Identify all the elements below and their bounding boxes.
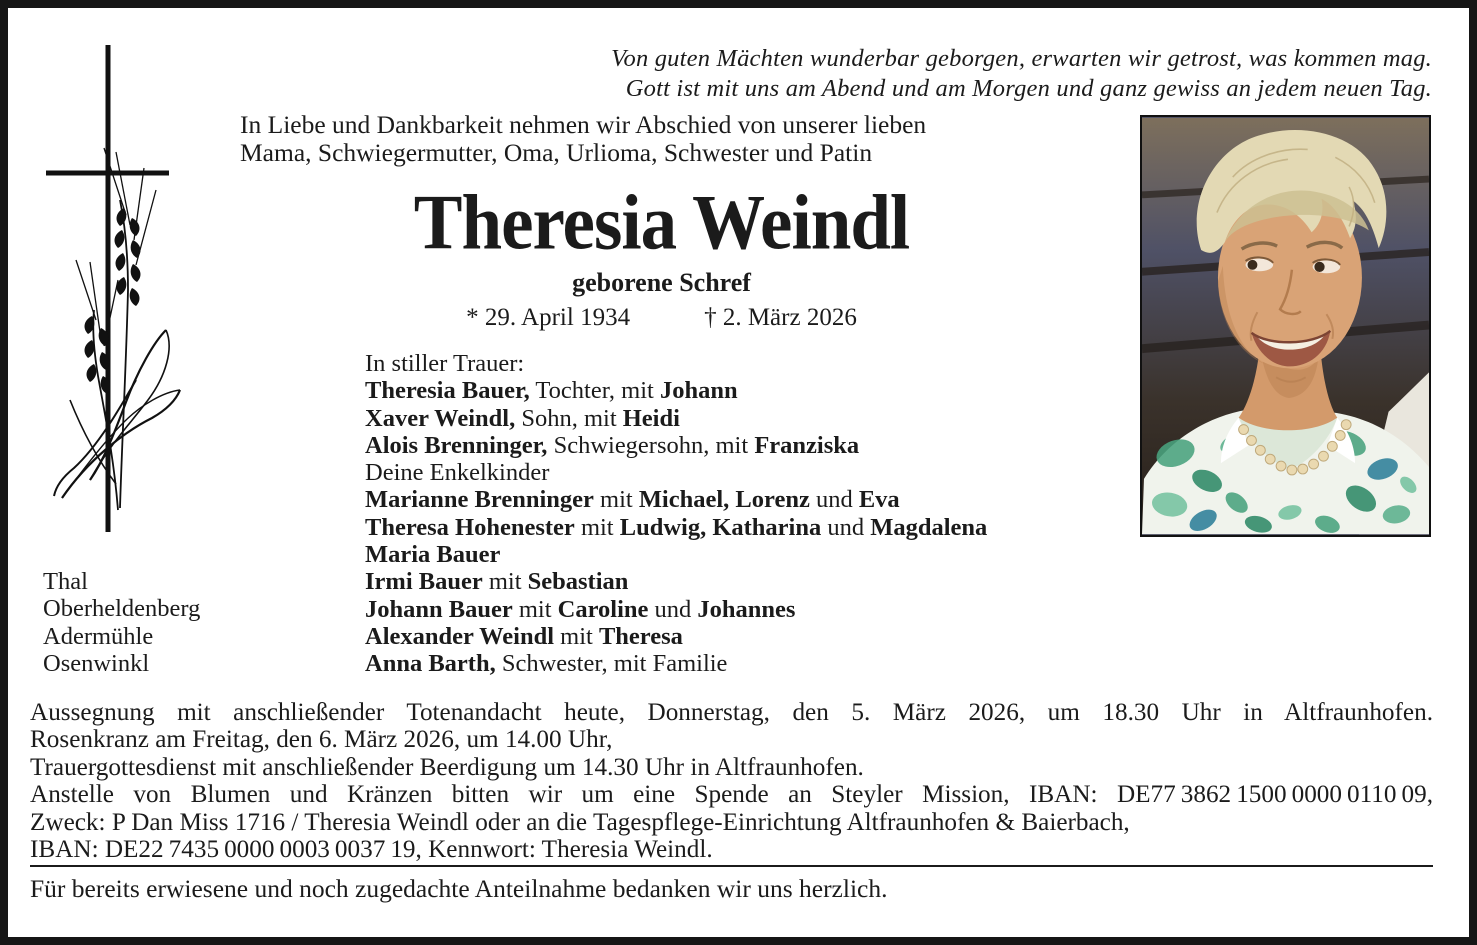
place-label: Thal [43,568,88,595]
funeral-line: Rosenkranz am Freitag, den 6. März 2026, um 14.00 Uhr, [30,726,613,754]
mourning-segment: Alois Brenninger, [365,431,548,459]
mourning-segment: mit [482,568,528,596]
mourning-section [365,350,987,678]
funeral-details [30,699,1433,863]
mourning-segment: Magdalena [870,513,988,541]
mourning-entry [365,568,987,595]
mourning-entry [365,432,987,459]
verse-line-1: Von guten Mächten wunderbar geborgen, erwarten wir getrost, was kommen mag. [611,45,1432,72]
portrait-photo [1140,115,1431,537]
mourning-segment: Johann [659,377,738,405]
mourning-entry [365,596,987,623]
funeral-line: Aussegnung mit anschließender Totenandacht heute, Donnerstag, den 5. März 2026, um 18.30 Uhr in Altfraunhofen. [30,699,1433,726]
mourning-segment: Johannes [697,595,796,623]
mourning-entry [365,486,987,513]
intro-text [240,111,926,166]
mourning-segment: Alexander Weindl [365,622,555,650]
mourning-list [365,377,987,677]
life-dates [240,304,1083,332]
mourning-entry [365,405,987,432]
place-label: Adermühle [43,622,154,650]
mourning-segment: mit [574,513,620,541]
mourning-segment: Heidi [622,404,680,432]
mourning-segment: Schwester, mit Familie [495,650,728,678]
cross-icon [46,45,169,532]
mourning-entry [365,377,987,404]
deceased-name: Theresia Weindl [413,178,910,266]
wheat-icon [54,148,180,510]
mourning-segment: Schwiegersohn, mit [547,431,755,459]
places-list [43,568,200,677]
funeral-line: IBAN: DE22 7435 0000 0003 0037 19, Kennwort: Theresia Weindl. [30,836,713,864]
mourning-segment: und [809,486,859,514]
mourning-segment: Tochter, mit [529,377,660,405]
mourning-entry [365,541,987,568]
mourning-segment: Ludwig, Katharina [619,513,822,541]
funeral-line: Trauergottesdienst mit anschließender Beerdigung um 14.30 Uhr in Altfraunhofen. [30,753,864,781]
mourning-segment: Franziska [754,431,860,459]
opening-verse [611,44,1432,104]
mourning-entry [365,459,987,486]
intro-line-1: In Liebe und Dankbarkeit nehmen wir Abschied von unserer lieben [240,110,927,139]
mourning-segment: Anna Barth, [365,650,496,678]
mourning-segment: Michael, Lorenz [638,486,810,514]
mourning-entry [365,623,987,650]
mourning-segment: Theresa [598,622,683,650]
verse-line-2: Gott ist mit uns am Abend und am Morgen und ganz gewiss an jedem neuen Tag. [625,75,1432,102]
maiden-name: geborene Schref [572,268,751,297]
mourning-segment: und [648,595,698,623]
mourning-segment: Marianne Brenninger [365,486,594,514]
place-label: Osenwinkl [43,649,150,677]
mourning-segment: Irmi Bauer [365,568,483,596]
name-block [240,176,1083,266]
mourning-segment: Sebastian [527,568,629,596]
mourning-segment: mit [512,595,558,623]
mourning-segment: und [821,513,871,541]
intro-line-2: Mama, Schwiegermutter, Oma, Urlioma, Schwester und Patin [240,137,873,167]
mourning-entry [365,514,987,541]
mourning-segment: mit [593,486,639,514]
funeral-line: Zweck: P Dan Miss 1716 / Theresia Weindl oder an die Tagespflege-Einrichtung Altfraunhofen & Baierbach, [30,808,1130,836]
wheat-grains [85,208,141,394]
mourning-header: In stiller Trauer: [365,350,525,377]
mourning-segment: mit [554,622,599,650]
mourning-segment: Maria Bauer [365,541,501,569]
divider-line [30,865,1433,867]
mourning-entry [365,650,987,677]
mourning-segment: Eva [858,486,900,514]
funeral-line: Anstelle von Blumen und Kränzen bitten wir um eine Spende an Steyler Mission, IBAN: DE77 3862 1500 0000 0110 09, [30,781,1433,809]
cross-with-wheat-icon [40,40,182,545]
mourning-segment: Theresia Bauer, [365,377,530,405]
thanks-line: Für bereits erwiesene und noch zugedachte Anteilnahme bedanken wir uns herzlich. [30,874,888,903]
mourning-segment: Deine Enkelkinder [365,459,550,487]
mourning-segment: Johann Bauer [365,595,513,623]
mourning-segment: Xaver Weindl, [365,404,516,432]
mourning-segment: Caroline [557,595,649,623]
mourning-segment: Theresa Hohenester [365,513,575,541]
mourning-segment: Sohn, mit [515,404,623,432]
death-date: † 2. März 2026 [704,304,857,331]
place-label: Oberheldenberg [43,595,201,623]
birth-date: * 29. April 1934 [466,304,631,331]
